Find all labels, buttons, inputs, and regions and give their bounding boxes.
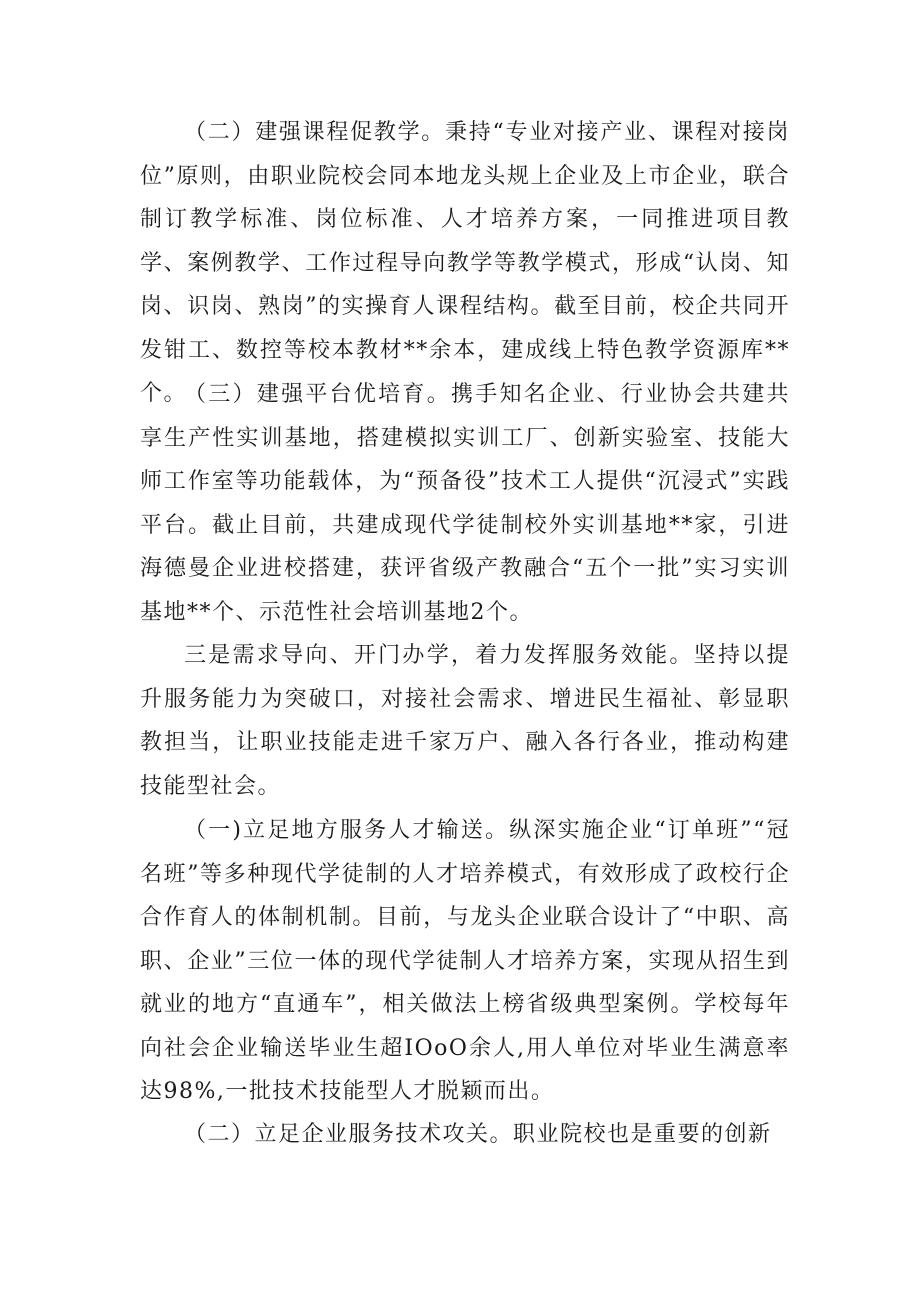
paragraph-demand-oriented: 三是需求导向、开门办学，着力发挥服务效能。坚持以提升服务能力为突破口，对接社会需求、增进民生福祉、彰显职教担当，让职业技能走进千家万户、融入各行各业，推动构建技能型社会。 bbox=[140, 643, 790, 799]
paragraph-course-building: （二）建强课程促教学。秉持“专业对接产业、课程对接岗位”原则，由职业院校会同本地龙头规上企业及上市企业，联合制订教学标准、岗位标准、人才培养方案，一同推进项目教学、案例教学、工作过程导向教学等教学模式，形成“认岗、知岗、识岗、熟岗”的实操育人课程结构。截至目前，校企共同开发钳工、数控等校本教材**余本，建成线上特色教学资源库**个。 bbox=[140, 120, 790, 406]
paragraph-talent-delivery: （一)立足地方服务人才输送。纵深实施企业“订单班”“冠名班”等多种现代学徒制的人才培养模式，有效形成了政校行企合作育人的体制机制。目前，与龙头企业联合设计了“中职、高职、企业”三位一体的现代学徒制人才培养方案，实现从招生到就业的地方“直通车”，相关做法上榜省级典型案例。学校每年向社会企业输送毕业生超IOoO余人,用人单位对毕业生满意率达98%,一批技术技能型人才脱颖而出。 bbox=[140, 818, 790, 1104]
paragraph-technical-research: （二）立足企业服务技术攻关。职业院校也是重要的创新 bbox=[184, 1122, 772, 1147]
paragraph-platform-building: （三）建强平台优培育。携手知名企业、行业协会共建共享生产性实训基地，搭建模拟实训工厂、创新实验室、技能大师工作室等功能载体，为“预备役”技术工人提供“沉浸式”实践平台。截止目前，共建成现代学徒制校外实训基地**家，引进海德曼企业进校搭建，获评省级产教融合“五个一批”实习实训基地**个、示范性社会培训基地2个。 bbox=[140, 382, 790, 625]
